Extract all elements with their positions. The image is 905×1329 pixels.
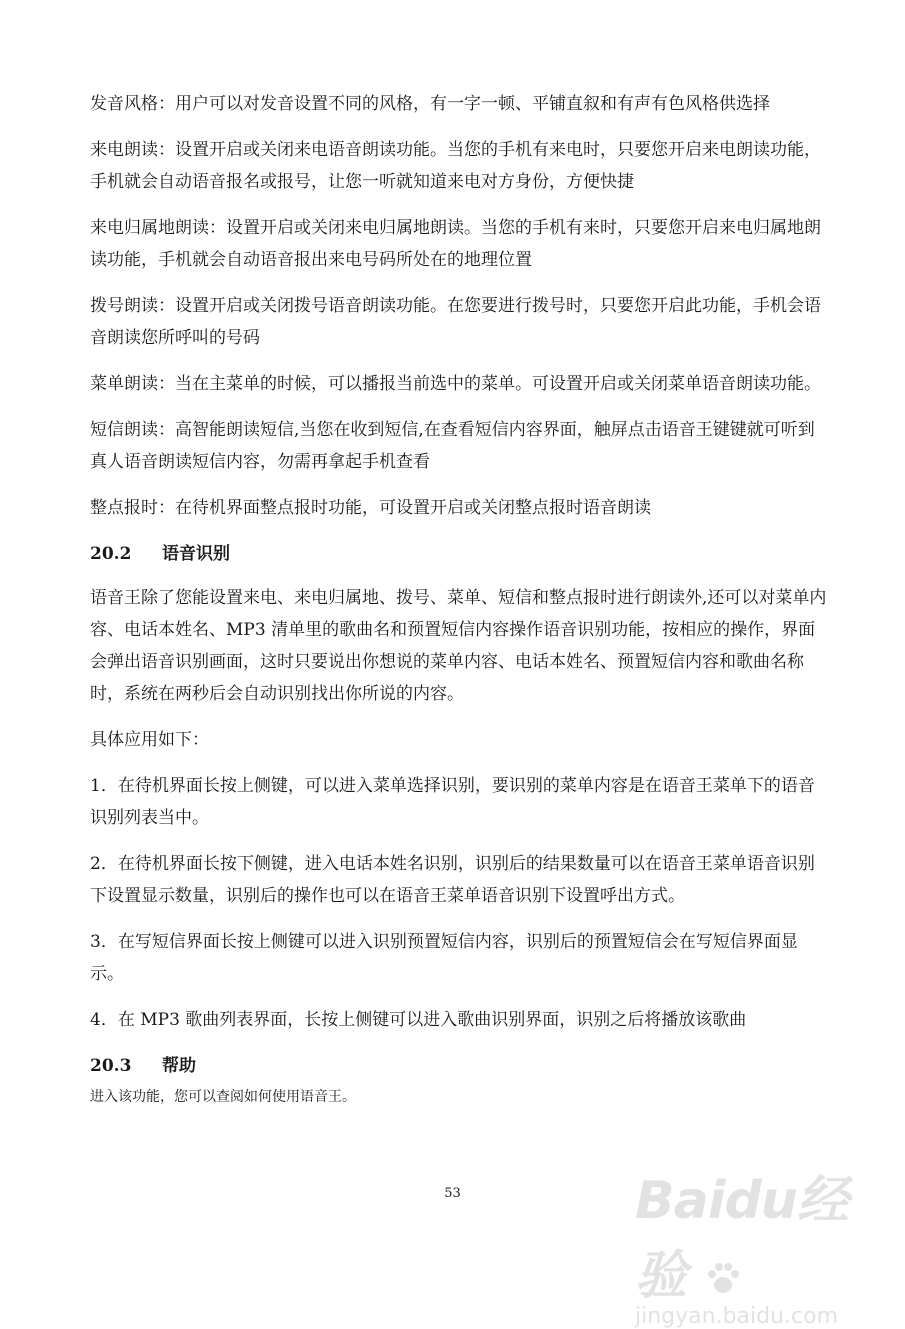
section-number: 20.3: [90, 1056, 132, 1076]
section-title: 语音识别: [162, 544, 230, 564]
list-item: 1．在待机界面长按上侧键，可以进入菜单选择识别，要识别的菜单内容是在语音王菜单下的语音识别列表当中。: [90, 776, 815, 828]
item-sms-reading: 短信朗读：高智能朗读短信,当您在收到短信,在查看短信内容界面，触屏点击语音王键键就可听到真人语音朗读短信内容，勿需再拿起手机查看: [90, 420, 815, 472]
list-item: 3．在写短信界面长按上侧键可以进入识别预置短信内容，识别后的预置短信会在写短信界面显示。: [90, 932, 798, 984]
document-page: [90, 88, 830, 1110]
item-menu-reading: 菜单朗读：当在主菜单的时候，可以播报当前选中的菜单。可设置开启或关闭菜单语音朗读功能。: [90, 374, 821, 394]
paw-icon: [703, 1259, 743, 1299]
watermark-url: jingyan.baidu.com: [635, 1304, 839, 1329]
section-title: 帮助: [162, 1056, 196, 1076]
applications-label: 具体应用如下：: [90, 730, 209, 750]
list-item: 4．在 MP3 歌曲列表界面，长按上侧键可以进入歌曲识别界面，识别之后将播放该歌曲: [90, 1010, 747, 1030]
item-incoming-call-reading: 来电朗读：设置开启或关闭来电语音朗读功能。当您的手机有来电时，只要您开启来电朗读功能，手机就会自动语音报名或报号，让您一听就知道来电对方身份，方便快捷: [90, 140, 821, 192]
section-intro: 语音王除了您能设置来电、来电归属地、拨号、菜单、短信和整点报时进行朗读外,还可以对菜单内容、电话本姓名、MP3 清单里的歌曲名和预置短信内容操作语音识别功能，按相应的操作，界面会弹出语音识别画面，这时只要说出你想说的菜单内容、电话本姓名、预置短信内容和歌曲名称时，系统在两秒后会自动识别找出你所说的内容。: [90, 588, 827, 704]
section-heading-20-2: [90, 538, 830, 570]
page-number: 53: [444, 1186, 461, 1201]
item-hourly-chime: 整点报时：在待机界面整点报时功能，可设置开启或关闭整点报时语音朗读: [90, 498, 651, 518]
list-item: 2．在待机界面长按下侧键，进入电话本姓名识别，识别后的结果数量可以在语音王菜单语音识别下设置显示数量，识别后的操作也可以在语音王菜单语音识别下设置呼出方式。: [90, 854, 815, 906]
section-heading-20-3: [90, 1050, 830, 1082]
watermark-logo-text: Baidu经验: [635, 1171, 848, 1306]
item-dial-reading: 拨号朗读：设置开启或关闭拨号语音朗读功能。在您要进行拨号时，只要您开启此功能，手机会语音朗读您所呼叫的号码: [90, 296, 821, 348]
baidu-jingyan-watermark: [635, 1158, 875, 1329]
watermark-logo: [635, 1158, 875, 1308]
section-number: 20.2: [90, 544, 132, 564]
item-pronunciation-style: 发音风格：用户可以对发音设置不同的风格，有一字一顿、平铺直叙和有声有色风格供选择: [90, 94, 770, 114]
item-caller-location-reading: 来电归属地朗读：设置开启或关闭来电归属地朗读。当您的手机有来时，只要您开启来电归属地朗读功能，手机就会自动语音报出来电号码所处在的地理位置: [90, 218, 821, 270]
section-body: 进入该功能，您可以查阅如何使用语音王。: [90, 1089, 356, 1105]
